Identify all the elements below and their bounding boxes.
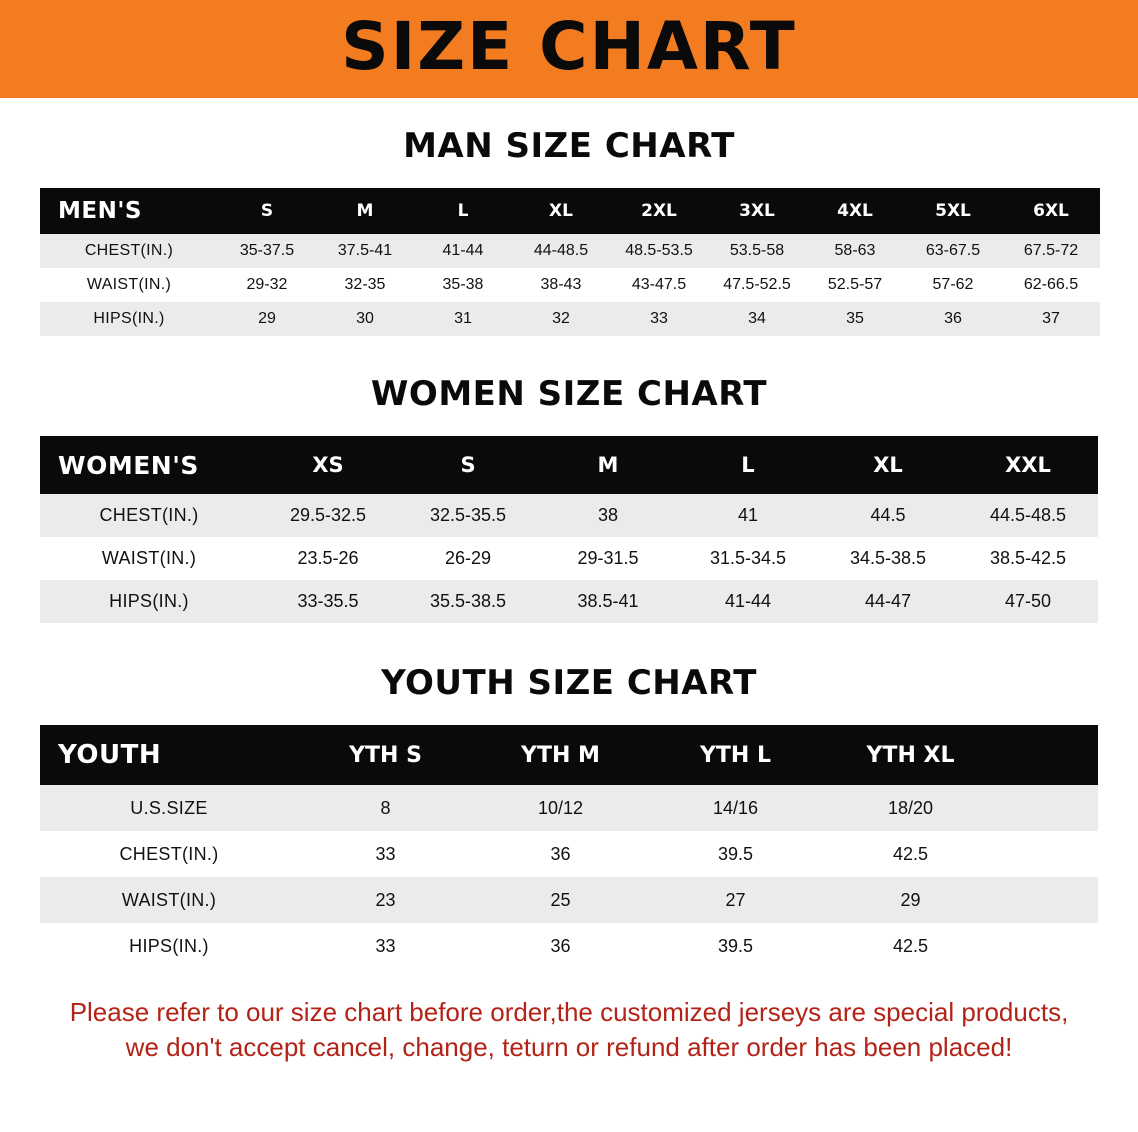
youth-header-yths: YTH S (298, 725, 473, 785)
youth-waist-spacer (998, 877, 1098, 923)
youth-chest-spacer (998, 831, 1098, 877)
table-header-row (40, 725, 1098, 785)
men-hips-m: 30 (316, 302, 414, 336)
men-waist-m: 32-35 (316, 268, 414, 302)
man-size-table (40, 188, 1100, 336)
men-hips-4xl: 35 (806, 302, 904, 336)
men-header-l: L (414, 188, 512, 234)
youth-chest-yths: 33 (298, 831, 473, 877)
women-header-xs: XS (258, 436, 398, 494)
men-waist-3xl: 47.5-52.5 (708, 268, 806, 302)
man-section-heading: MAN SIZE CHART (403, 126, 735, 166)
women-waist-xl: 34.5-38.5 (818, 537, 958, 580)
youth-ussize-ythl: 14/16 (648, 785, 823, 831)
youth-header-ythxl: YTH XL (823, 725, 998, 785)
women-chest-s: 32.5-35.5 (398, 494, 538, 537)
youth-waist-ythl: 27 (648, 877, 823, 923)
disclaimer-line-2: we don't accept cancel, change, teturn or refund after order has been placed! (125, 1032, 1013, 1063)
men-header-xl: XL (512, 188, 610, 234)
youth-ussize-spacer (998, 785, 1098, 831)
men-header-6xl: 6XL (1002, 188, 1100, 234)
women-waist-s: 26-29 (398, 537, 538, 580)
table-row (40, 923, 1098, 969)
table-row (40, 268, 1100, 302)
women-row-waist-label: WAIST(IN.) (40, 537, 258, 580)
table-row (40, 831, 1098, 877)
men-hips-5xl: 36 (904, 302, 1002, 336)
youth-ussize-yths: 8 (298, 785, 473, 831)
youth-hips-ythl: 39.5 (648, 923, 823, 969)
disclaimer-line-1: Please refer to our size chart before order,the customized jerseys are special products, (69, 997, 1069, 1027)
men-chest-3xl: 53.5-58 (708, 234, 806, 268)
men-header-2xl: 2XL (610, 188, 708, 234)
youth-hips-spacer (998, 923, 1098, 969)
youth-chest-ythxl: 42.5 (823, 831, 998, 877)
page-title: SIZE CHART (341, 8, 797, 85)
women-section-heading: WOMEN SIZE CHART (370, 374, 768, 414)
disclaimer (36, 995, 1102, 1065)
youth-chest-ythl: 39.5 (648, 831, 823, 877)
women-header-m: M (538, 436, 678, 494)
youth-header-label: YOUTH (40, 725, 298, 785)
youth-chest-ythm: 36 (473, 831, 648, 877)
youth-ussize-ythxl: 18/20 (823, 785, 998, 831)
women-hips-xl: 44-47 (818, 580, 958, 623)
men-chest-m: 37.5-41 (316, 234, 414, 268)
men-chest-2xl: 48.5-53.5 (610, 234, 708, 268)
men-waist-2xl: 43-47.5 (610, 268, 708, 302)
men-row-waist-label: WAIST(IN.) (40, 268, 218, 302)
youth-waist-ythxl: 29 (823, 877, 998, 923)
youth-waist-ythm: 25 (473, 877, 648, 923)
youth-waist-yths: 23 (298, 877, 473, 923)
men-row-hips-label: HIPS(IN.) (40, 302, 218, 336)
women-header-xl: XL (818, 436, 958, 494)
women-header-l: L (678, 436, 818, 494)
women-waist-xs: 23.5-26 (258, 537, 398, 580)
men-hips-2xl: 33 (610, 302, 708, 336)
women-hips-xs: 33-35.5 (258, 580, 398, 623)
men-row-chest-label: CHEST(IN.) (40, 234, 218, 268)
youth-row-ussize-label: U.S.SIZE (40, 785, 298, 831)
youth-header-ythm: YTH M (473, 725, 648, 785)
men-header-s: S (218, 188, 316, 234)
man-table-wrapper (40, 188, 1098, 336)
table-row (40, 877, 1098, 923)
women-size-table (40, 436, 1098, 623)
women-waist-m: 29-31.5 (538, 537, 678, 580)
men-hips-xl: 32 (512, 302, 610, 336)
table-row (40, 580, 1098, 623)
men-hips-6xl: 37 (1002, 302, 1100, 336)
men-chest-5xl: 63-67.5 (904, 234, 1002, 268)
youth-section-heading: YOUTH SIZE CHART (381, 663, 757, 703)
men-header-3xl: 3XL (708, 188, 806, 234)
table-row (40, 785, 1098, 831)
men-waist-4xl: 52.5-57 (806, 268, 904, 302)
men-waist-5xl: 57-62 (904, 268, 1002, 302)
women-waist-l: 31.5-34.5 (678, 537, 818, 580)
men-header-m: M (316, 188, 414, 234)
youth-table-wrapper (40, 725, 1098, 969)
women-header-s: S (398, 436, 538, 494)
men-header-4xl: 4XL (806, 188, 904, 234)
women-waist-xxl: 38.5-42.5 (958, 537, 1098, 580)
youth-row-chest-label: CHEST(IN.) (40, 831, 298, 877)
men-hips-3xl: 34 (708, 302, 806, 336)
youth-ussize-ythm: 10/12 (473, 785, 648, 831)
table-row (40, 494, 1098, 537)
women-table-wrapper (40, 436, 1098, 623)
women-chest-m: 38 (538, 494, 678, 537)
men-waist-s: 29-32 (218, 268, 316, 302)
youth-header-spacer (998, 725, 1098, 785)
table-header-row (40, 188, 1100, 234)
size-chart-banner (0, 0, 1138, 98)
table-row (40, 234, 1100, 268)
men-chest-s: 35-37.5 (218, 234, 316, 268)
men-header-5xl: 5XL (904, 188, 1002, 234)
women-hips-m: 38.5-41 (538, 580, 678, 623)
youth-row-hips-label: HIPS(IN.) (40, 923, 298, 969)
table-header-row (40, 436, 1098, 494)
men-chest-4xl: 58-63 (806, 234, 904, 268)
youth-hips-yths: 33 (298, 923, 473, 969)
women-hips-s: 35.5-38.5 (398, 580, 538, 623)
women-header-xxl: XXL (958, 436, 1098, 494)
men-waist-l: 35-38 (414, 268, 512, 302)
women-row-chest-label: CHEST(IN.) (40, 494, 258, 537)
women-header-label: WOMEN'S (40, 436, 258, 494)
men-header-label: MEN'S (40, 188, 218, 234)
women-hips-xxl: 47-50 (958, 580, 1098, 623)
table-row (40, 302, 1100, 336)
youth-size-table (40, 725, 1098, 969)
men-waist-6xl: 62-66.5 (1002, 268, 1100, 302)
women-hips-l: 41-44 (678, 580, 818, 623)
youth-header-ythl: YTH L (648, 725, 823, 785)
men-chest-l: 41-44 (414, 234, 512, 268)
table-row (40, 537, 1098, 580)
men-chest-6xl: 67.5-72 (1002, 234, 1100, 268)
youth-hips-ythm: 36 (473, 923, 648, 969)
youth-hips-ythxl: 42.5 (823, 923, 998, 969)
women-chest-xs: 29.5-32.5 (258, 494, 398, 537)
women-chest-xl: 44.5 (818, 494, 958, 537)
men-chest-xl: 44-48.5 (512, 234, 610, 268)
men-hips-l: 31 (414, 302, 512, 336)
women-row-hips-label: HIPS(IN.) (40, 580, 258, 623)
men-hips-s: 29 (218, 302, 316, 336)
men-waist-xl: 38-43 (512, 268, 610, 302)
women-chest-xxl: 44.5-48.5 (958, 494, 1098, 537)
youth-row-waist-label: WAIST(IN.) (40, 877, 298, 923)
women-chest-l: 41 (678, 494, 818, 537)
